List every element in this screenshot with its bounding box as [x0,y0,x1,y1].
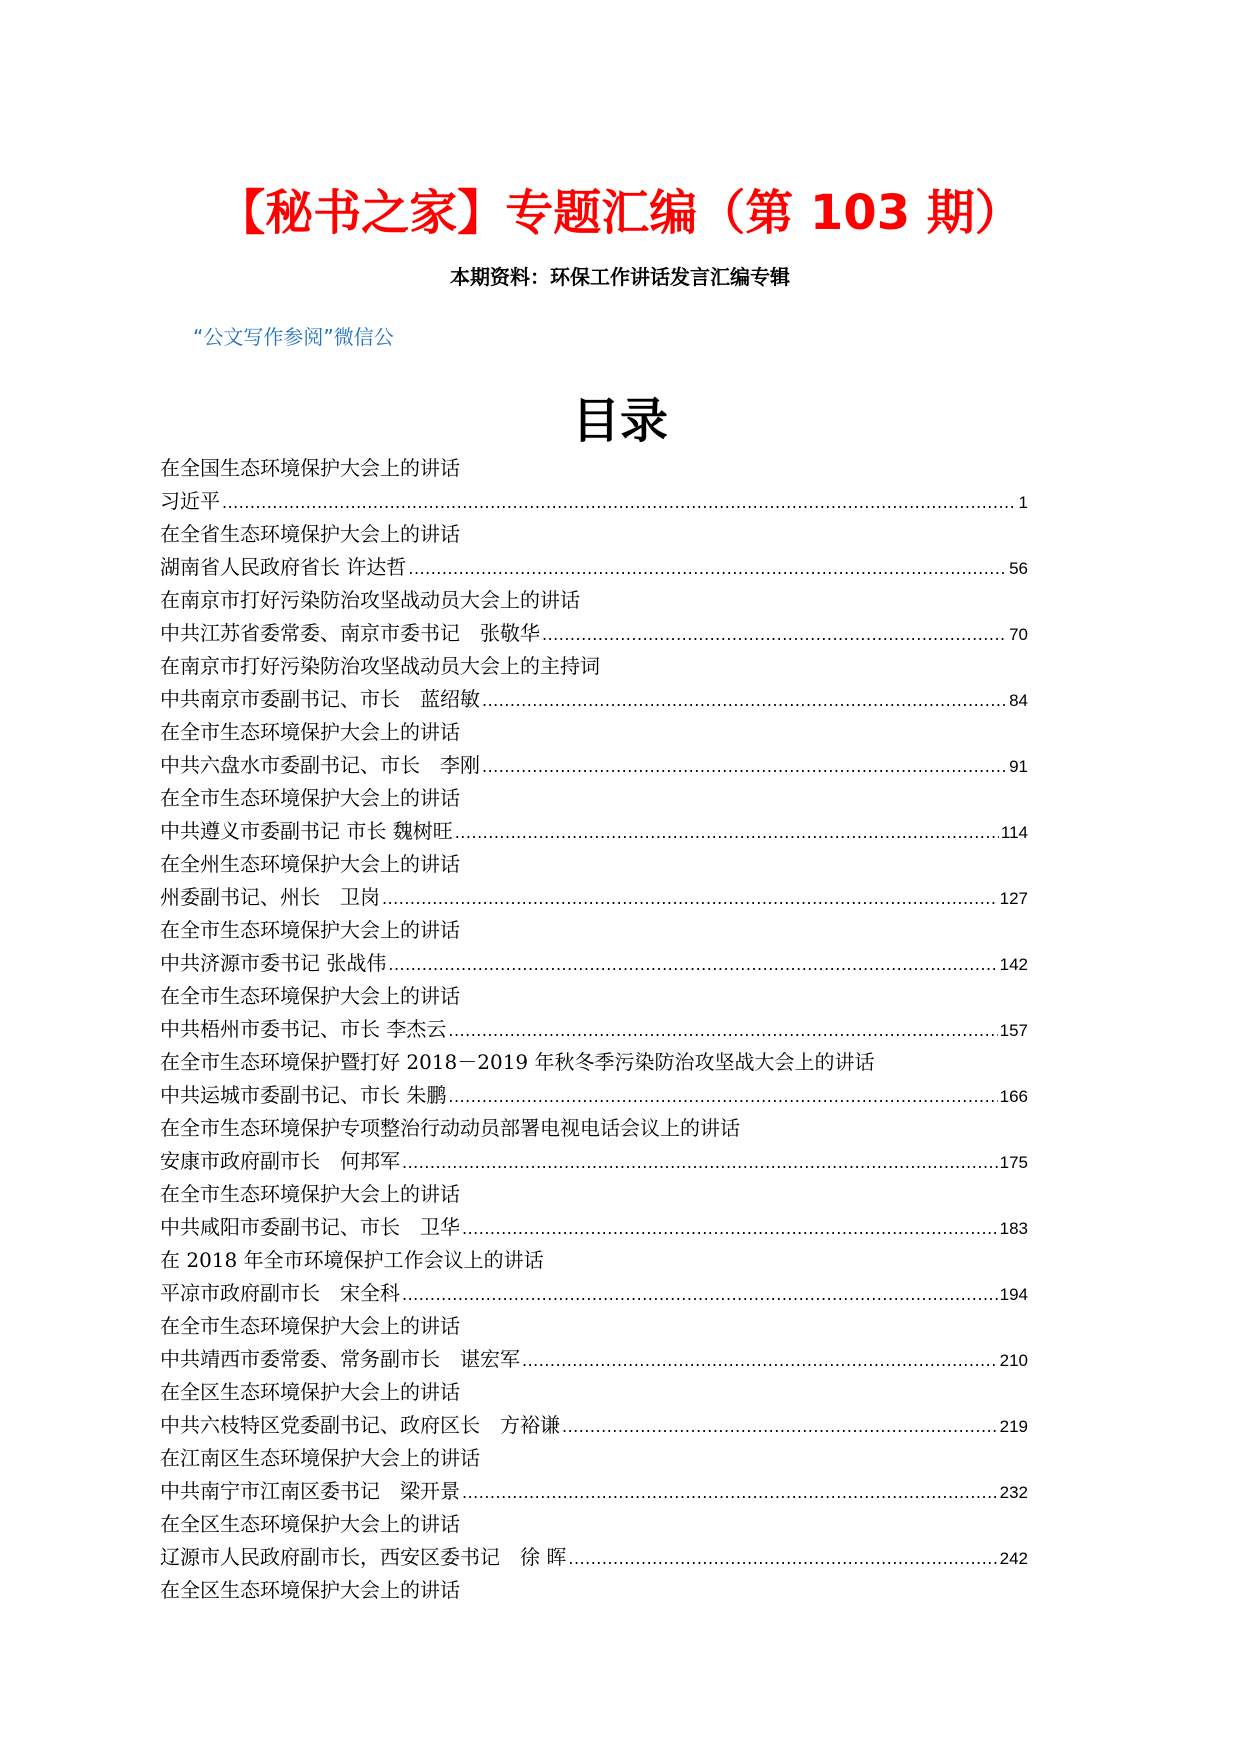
toc-entry-speaker: 中共遵义市委副书记 市长 魏树旺 [160,819,453,843]
toc-entry-topic: 在全市生态环境保护大会上的讲话 [160,1314,460,1338]
toc-entry [160,1574,1028,1607]
toc-heading: 目录 [571,393,668,449]
toc-dot-leader [388,948,997,981]
toc-dot-leader [522,1344,998,1377]
toc-dot-leader [568,1542,997,1575]
toc-entry-page-number: 210 [999,1351,1028,1370]
toc-entry-page-number: 70 [1009,625,1028,644]
toc-entry-speaker: 平凉市政府副市长 宋全科 [160,1281,400,1305]
toc-entry [160,1244,1028,1310]
toc-entry-speaker: 中共南宁市江南区委书记 梁开景 [160,1479,460,1503]
toc-dot-leader [448,1080,997,1113]
toc-entry-speaker: 安康市政府副市长 何邦军 [160,1149,400,1173]
toc-entry-speaker: 中共济源市委书记 张战伟 [160,951,387,975]
toc-dot-leader [562,1410,998,1443]
toc-dot-leader [482,750,1007,783]
toc-entry-topic: 在全市生态环境保护专项整治行动动员部署电视电话会议上的讲话 [160,1116,740,1140]
toc-entry-link[interactable] [160,1409,1028,1442]
toc-entry-topic: 在全市生态环境保护大会上的讲话 [160,1182,460,1206]
toc-entry-topic: 在全市生态环境保护大会上的讲话 [160,786,460,810]
toc-entry-speaker: 中共六枝特区党委副书记、政府区长 方裕谦 [160,1413,560,1437]
toc-entry-link[interactable] [160,1277,1028,1310]
toc-entry-page-number: 166 [999,1087,1028,1106]
document-title: 【秘书之家】专题汇编（第 103 期） [217,185,1023,241]
toc-entry [160,1376,1028,1442]
toc-entry-link[interactable] [160,749,1028,782]
toc-entry-topic: 在全市生态环境保护暨打好 2018－2019 年秋冬季污染防治攻坚战大会上的讲话 [160,1050,875,1074]
toc-dot-leader [402,1146,998,1179]
toc-dot-leader [462,1212,998,1245]
toc-entry-link[interactable] [160,1541,1028,1574]
toc-dot-leader [462,1476,998,1509]
toc-entry-speaker: 辽源市人民政府副市长，西安区委书记 徐 晖 [160,1545,567,1569]
toc-entry [160,914,1028,980]
wechat-note: “公文写作参阅”微信公 [193,325,394,349]
toc-entry-topic: 在全区生态环境保护大会上的讲话 [160,1578,460,1602]
toc-entry [160,980,1028,1046]
toc-entry-link[interactable] [160,1145,1028,1178]
toc-entry-link[interactable] [160,1079,1028,1112]
toc-dot-leader [402,1278,998,1311]
toc-dot-leader [408,552,1007,585]
toc-entry-speaker: 中共梧州市委书记、市长 李杰云 [160,1017,447,1041]
toc-entry [160,782,1028,848]
table-of-contents [160,452,1028,1607]
toc-entry [160,1442,1028,1508]
toc-entry-link[interactable] [160,1211,1028,1244]
toc-dot-leader [542,618,1007,651]
toc-entry [160,452,1028,518]
toc-dot-leader [222,486,1017,519]
toc-entry-topic: 在全市生态环境保护大会上的讲话 [160,720,460,744]
toc-entry-speaker: 中共江苏省委常委、南京市委书记 张敬华 [160,621,540,645]
toc-entry-page-number: 194 [999,1285,1028,1304]
toc-entry-page-number: 219 [999,1417,1028,1436]
document-subtitle: 本期资料：环保工作讲话发言汇编专辑 [450,265,790,289]
toc-entry-topic: 在全市生态环境保护大会上的讲话 [160,984,460,1008]
toc-dot-leader [448,1014,997,1047]
toc-entry [160,518,1028,584]
toc-entry-topic: 在全国生态环境保护大会上的讲话 [160,456,460,480]
toc-entry-link[interactable] [160,947,1028,980]
toc-entry-page-number: 56 [1009,559,1028,578]
toc-entry-page-number: 84 [1009,691,1028,710]
toc-entry-page-number: 1 [1018,493,1028,512]
toc-entry [160,1046,1028,1112]
toc-entry [160,1310,1028,1376]
toc-entry-topic: 在全州生态环境保护大会上的讲话 [160,852,460,876]
toc-entry-page-number: 142 [999,955,1028,974]
toc-entry-speaker: 习近平 [160,489,220,513]
toc-dot-leader [482,684,1007,717]
toc-entry-topic: 在全区生态环境保护大会上的讲话 [160,1512,460,1536]
toc-entry-topic: 在南京市打好污染防治攻坚战动员大会上的讲话 [160,588,580,612]
toc-entry-link[interactable] [160,683,1028,716]
toc-entry [160,1112,1028,1178]
toc-entry [160,848,1028,914]
toc-entry-page-number: 114 [1000,823,1028,842]
toc-dot-leader [382,882,998,915]
toc-entry-topic: 在全省生态环境保护大会上的讲话 [160,522,460,546]
toc-entry-speaker: 州委副书记、州长 卫岗 [160,885,380,909]
toc-entry-link[interactable] [160,881,1028,914]
toc-entry-topic: 在 2018 年全市环境保护工作会议上的讲话 [160,1248,544,1272]
toc-entry-topic: 在全市生态环境保护大会上的讲话 [160,918,460,942]
toc-entry-speaker: 中共六盘水市委副书记、市长 李刚 [160,753,480,777]
toc-entry-topic: 在全区生态环境保护大会上的讲话 [160,1380,460,1404]
toc-entry-link[interactable] [160,485,1028,518]
toc-entry-page-number: 175 [999,1153,1028,1172]
toc-entry-page-number: 242 [999,1549,1028,1568]
toc-entry-link[interactable] [160,1013,1028,1046]
toc-dot-leader [455,816,999,849]
toc-entry-link[interactable] [160,617,1028,650]
toc-entry-page-number: 91 [1009,757,1028,776]
toc-entry-topic: 在南京市打好污染防治攻坚战动员大会上的主持词 [160,654,600,678]
toc-entry-link[interactable] [160,1343,1028,1376]
toc-entry-link[interactable] [160,551,1028,584]
toc-entry [160,716,1028,782]
toc-entry-page-number: 157 [999,1021,1028,1040]
toc-entry-page-number: 232 [999,1483,1028,1502]
toc-entry-topic: 在江南区生态环境保护大会上的讲话 [160,1446,480,1470]
toc-entry-speaker: 中共咸阳市委副书记、市长 卫华 [160,1215,460,1239]
toc-entry-speaker: 中共运城市委副书记、市长 朱鹏 [160,1083,447,1107]
toc-entry [160,584,1028,650]
toc-entry-speaker: 湖南省人民政府省长 许达哲 [160,555,407,579]
toc-entry [160,1178,1028,1244]
toc-entry-page-number: 183 [999,1219,1028,1238]
toc-entry [160,1508,1028,1574]
toc-entry [160,650,1028,716]
toc-entry-speaker: 中共南京市委副书记、市长 蓝绍敏 [160,687,480,711]
toc-entry-link[interactable] [160,815,1028,848]
toc-entry-speaker: 中共靖西市委常委、常务副市长 谌宏军 [160,1347,520,1371]
toc-entry-page-number: 127 [999,889,1028,908]
toc-entry-link[interactable] [160,1475,1028,1508]
